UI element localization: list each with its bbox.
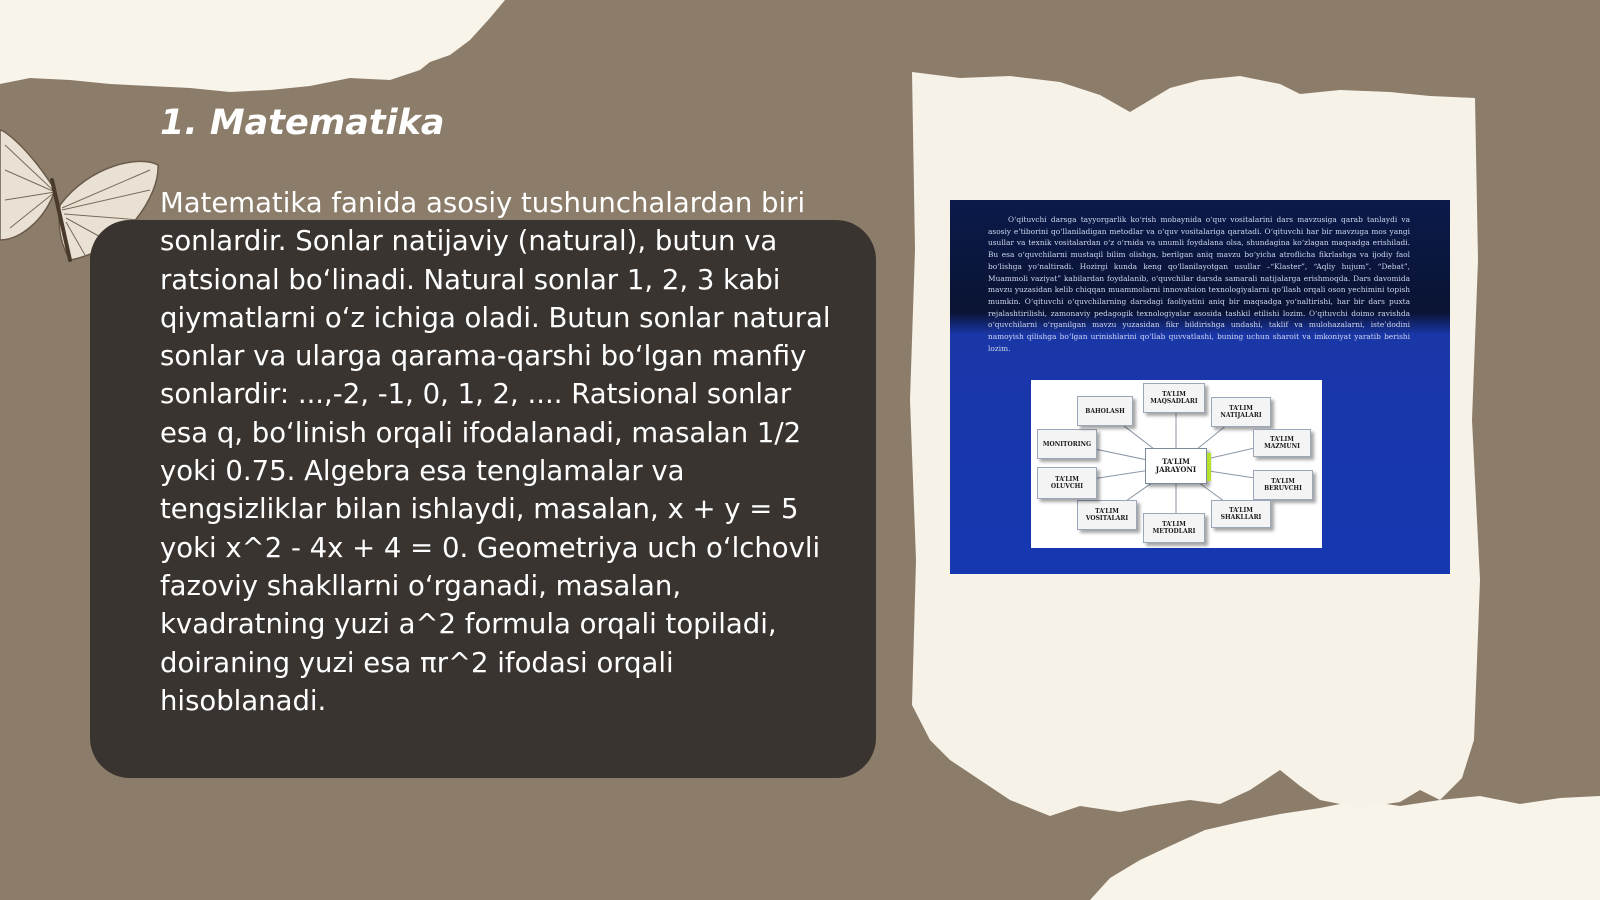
diagram-node: TA’LIM OLUVCHI bbox=[1037, 467, 1097, 499]
diagram-node: TA’LIM MAQSADLARI bbox=[1143, 383, 1205, 413]
diagram-node: BAHOLASH bbox=[1077, 396, 1133, 426]
diagram bbox=[1031, 380, 1322, 548]
body-paragraph: Matematika fanida asosiy tushunchalardan biri sonlardir. Sonlar natijaviy (natural), butun va ratsional bo‘linadi. Natural sonlar 1, 2, 3 kabi qiymatlarni o‘z ichiga oladi. Butun sonlar natural sonlar va ularga qarama-qarshi bo‘lgan manfiy sonlardir: ...,-2, -1, 0, 1, 2, .... Ratsional sonlar esa q, bo‘linish orqali ifodalanadi, masalan 1/2 yoki 0.75. Algebra esa tenglamalar va tengsizliklar bilan ishlaydi, masalan, x + y = 5 yoki x^2 - 4x + 4 = 0. Geometriya uch o‘lchovli fazoviy shakllarni o‘rganadi, masalan, kvadratning yuzi a^2 formula orqali topiladi, doiraning yuzi esa πr^2 ifodasi orqali hisoblanadi. bbox=[160, 187, 831, 717]
diagram-node: TA’LIM VOSITALARI bbox=[1077, 500, 1137, 530]
diagram-node: TA’LIM BERUVCHI bbox=[1253, 470, 1313, 500]
diagram-node: TA’LIM MAZMUNI bbox=[1253, 429, 1311, 457]
diagram-node: TA’LIM METODLARI bbox=[1143, 513, 1205, 543]
page-title: 1. Matematika bbox=[160, 103, 445, 143]
embedded-slide-image bbox=[950, 200, 1450, 574]
slide-caption-text: O‘qituvchi darsga tayyorgarlik ko‘rish mobaynida o‘quv vositalarini dars mavzusiga qarab tanlaydi va asosiy e’tiborini qo‘llaniladigan metodlar va o‘quv vositalariga qaratadi. O‘qituvchi har bir mavzuga mos yangi usullar va texnik vositalardan o‘z o‘rnida va unumli foydalana olsa, shundagina ko‘zlagan maqsadga erishiladi. Bu esa o‘quvchilarni mustaqil bilim olishga, berilgan aniq mavzu bo‘yicha atroflicha fikrlashga va ijodiy faol bo‘lishga yo‘naltiradi. Hozirgi kunda keng qo‘llanilayotgan usullar –“Klaster”, “Aqliy hujum”, “Debat”, Muammoli vaziyat” kabilardan foydalanib, o‘quvchilar darsda samarali natijalarga erishmoqda. Dars davomida mavzu yuzasidan kelib chiqqan muammolarni innovatsion texnologiyalarni qo‘llash orqali oson yechimini topish mumkin. O‘qituvchi o‘quvchilarning darsdagi faoliyatini aniq bir maqsadga yo‘naltirishi, har bir dars puxta rejalashtirilishi, zamonaviy pedagogik texnologiyalar asosida tashkil etilishi lozim. O‘qituvchi doimo ravishda o‘quvchilarni o‘rganilgan mavzu yuzasidan fikr bildirishga undashi, taklif va mulohazalarni, iste’dodini namoyish qilishga bo‘lgan urinishlarini qo‘llab quvvatlashi, buning uchun sharoit va imkoniyat yaratib berishi lozim. bbox=[988, 215, 1410, 353]
diagram-node: TA’LIM NATIJALARI bbox=[1211, 397, 1271, 427]
diagram-node: TA’LIM SHAKLLARI bbox=[1211, 500, 1271, 528]
diagram-node-center: TA’LIM JARAYONI bbox=[1145, 448, 1207, 484]
diagram-node: MONITORING bbox=[1037, 429, 1097, 459]
